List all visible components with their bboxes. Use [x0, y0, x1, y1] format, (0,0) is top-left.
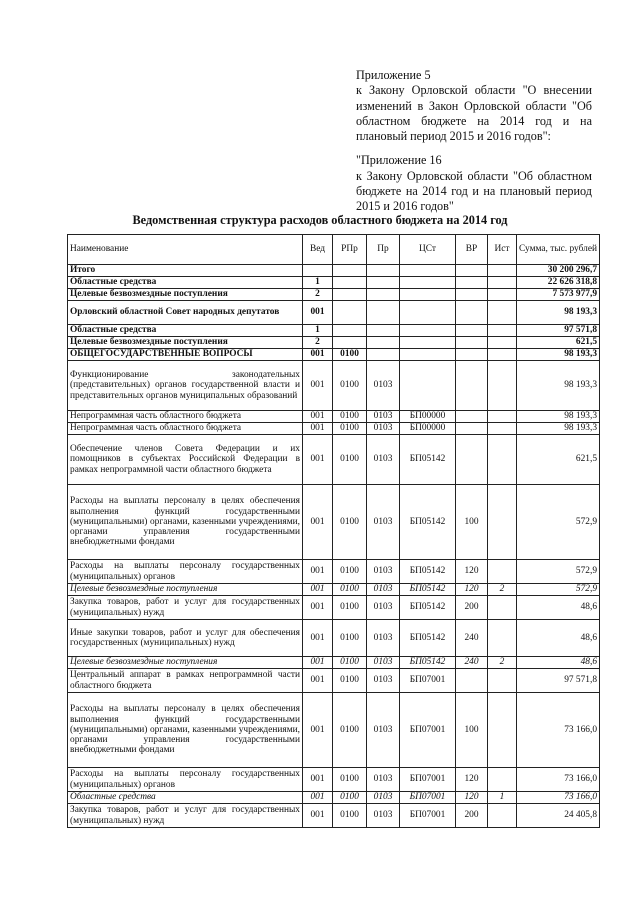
cell-rpr: [333, 325, 367, 337]
cell-pr: [367, 337, 400, 349]
table-row: [68, 265, 600, 277]
cell-rpr: 0100: [333, 620, 367, 657]
cell-name: Функционирование законодательных (представительных) органов государственной власти и представительных органов муниципальных образований: [68, 361, 303, 411]
cell-ist: [488, 560, 517, 584]
cell-name: Расходы на выплаты персоналу в целях обеспечения выполнения функций государственными (муниципальными) органами, казенными учреждениями, органами управления государственными внебюджетными фондами: [68, 485, 303, 560]
cell-pr: [367, 325, 400, 337]
cell-cst: [400, 277, 456, 289]
cell-ist: [488, 669, 517, 693]
cell-sum: 97 571,8: [517, 669, 600, 693]
cell-ved: 001: [303, 435, 333, 485]
cell-ist: [488, 301, 517, 325]
table-row: [68, 289, 600, 301]
header-ved: Вед: [303, 235, 333, 265]
cell-pr: 0103: [367, 423, 400, 435]
cell-cst: [400, 265, 456, 277]
cell-cst: [400, 337, 456, 349]
header-vr: ВР: [456, 235, 488, 265]
cell-pr: 0103: [367, 596, 400, 620]
cell-ved: [303, 265, 333, 277]
cell-cst: БП05142: [400, 435, 456, 485]
budget-table: [67, 234, 600, 828]
cell-cst: БП00000: [400, 411, 456, 423]
cell-ved: 001: [303, 423, 333, 435]
cell-sum: 97 571,8: [517, 325, 600, 337]
cell-sum: 98 193,3: [517, 349, 600, 361]
cell-sum: 98 193,3: [517, 361, 600, 411]
cell-rpr: 0100: [333, 596, 367, 620]
cell-cst: БП00000: [400, 423, 456, 435]
cell-cst: БП05142: [400, 584, 456, 596]
cell-ved: 001: [303, 584, 333, 596]
cell-rpr: 0100: [333, 657, 367, 669]
table-row: [68, 669, 600, 693]
cell-ist: [488, 277, 517, 289]
cell-rpr: 0100: [333, 435, 367, 485]
cell-vr: [456, 301, 488, 325]
cell-name: Расходы на выплаты персоналу государственных (муниципальных) органов: [68, 560, 303, 584]
cell-ist: [488, 361, 517, 411]
table-row: [68, 768, 600, 792]
table-row: [68, 560, 600, 584]
table-row: [68, 584, 600, 596]
cell-ved: 001: [303, 669, 333, 693]
cell-pr: 0103: [367, 560, 400, 584]
cell-ved: 001: [303, 804, 333, 828]
appendix-line-4: к Закону Орловской области "Об областном бюджете на 2014 год и на плановый период 2015 и 2016 годов": [356, 168, 592, 214]
cell-ved: 001: [303, 596, 333, 620]
cell-name: Непрограммная часть областного бюджета: [68, 411, 303, 423]
header-name: Наименование: [68, 235, 303, 265]
table-row: [68, 361, 600, 411]
cell-rpr: 0100: [333, 768, 367, 792]
cell-cst: БП07001: [400, 804, 456, 828]
cell-sum: 572,9: [517, 560, 600, 584]
cell-sum: 22 626 318,8: [517, 277, 600, 289]
cell-cst: [400, 301, 456, 325]
cell-cst: [400, 325, 456, 337]
cell-cst: БП07001: [400, 792, 456, 804]
cell-sum: 572,9: [517, 584, 600, 596]
cell-cst: БП05142: [400, 657, 456, 669]
cell-vr: 100: [456, 693, 488, 768]
table-row: [68, 657, 600, 669]
cell-ist: 1: [488, 792, 517, 804]
cell-ved: 001: [303, 620, 333, 657]
cell-cst: [400, 289, 456, 301]
cell-ist: [488, 349, 517, 361]
cell-pr: 0103: [367, 804, 400, 828]
cell-ist: [488, 411, 517, 423]
cell-pr: 0103: [367, 485, 400, 560]
cell-cst: БП05142: [400, 596, 456, 620]
cell-name: Иные закупки товаров, работ и услуг для обеспечения государственных (муниципальных) нужд: [68, 620, 303, 657]
header-sum: Сумма, тыс. рублей: [517, 235, 600, 265]
cell-sum: 73 166,0: [517, 693, 600, 768]
cell-sum: 98 193,3: [517, 301, 600, 325]
cell-rpr: [333, 277, 367, 289]
cell-vr: 200: [456, 596, 488, 620]
appendix-header: [356, 68, 592, 215]
table-row: [68, 337, 600, 349]
cell-ist: [488, 289, 517, 301]
cell-pr: 0103: [367, 657, 400, 669]
cell-vr: 240: [456, 657, 488, 669]
table-row: [68, 325, 600, 337]
cell-ved: 001: [303, 693, 333, 768]
cell-ved: 2: [303, 289, 333, 301]
appendix-line-2: к Закону Орловской области "О внесении изменений в Закон Орловской области "Об областном бюджете на 2014 год и на плановый период 2015 и 2016 годов":: [356, 83, 592, 144]
cell-sum: 572,9: [517, 485, 600, 560]
cell-sum: 621,5: [517, 337, 600, 349]
cell-name: Непрограммная часть областного бюджета: [68, 423, 303, 435]
cell-vr: [456, 423, 488, 435]
cell-sum: 48,6: [517, 657, 600, 669]
cell-vr: [456, 265, 488, 277]
cell-ist: 2: [488, 657, 517, 669]
cell-ved: 001: [303, 485, 333, 560]
header-pr: Пр: [367, 235, 400, 265]
cell-pr: 0103: [367, 792, 400, 804]
cell-sum: 48,6: [517, 620, 600, 657]
cell-pr: 0103: [367, 411, 400, 423]
table-row: [68, 485, 600, 560]
cell-ved: 001: [303, 768, 333, 792]
cell-vr: 120: [456, 584, 488, 596]
cell-ved: 1: [303, 325, 333, 337]
cell-cst: БП05142: [400, 560, 456, 584]
cell-sum: 98 193,3: [517, 423, 600, 435]
table-row: [68, 435, 600, 485]
table-row: [68, 349, 600, 361]
cell-ved: 001: [303, 792, 333, 804]
cell-vr: 120: [456, 768, 488, 792]
cell-sum: 73 166,0: [517, 792, 600, 804]
cell-vr: [456, 325, 488, 337]
cell-vr: 120: [456, 560, 488, 584]
cell-vr: [456, 289, 488, 301]
cell-rpr: 0100: [333, 560, 367, 584]
cell-pr: [367, 349, 400, 361]
cell-ved: 1: [303, 277, 333, 289]
cell-sum: 7 573 977,9: [517, 289, 600, 301]
cell-name: ОБЩЕГОСУДАРСТВЕННЫЕ ВОПРОСЫ: [68, 349, 303, 361]
cell-rpr: 0100: [333, 669, 367, 693]
cell-rpr: 0100: [333, 792, 367, 804]
table-row: [68, 277, 600, 289]
table-header-row: [68, 235, 600, 265]
document-title: Ведомственная структура расходов областного бюджета на 2014 год: [132, 213, 508, 227]
cell-name: Расходы на выплаты персоналу в целях обеспечения выполнения функций государственными (муниципальными) органами, казенными учреждениями, органами управления государственными внебюджетными фондами: [68, 693, 303, 768]
cell-pr: 0103: [367, 361, 400, 411]
cell-rpr: 0100: [333, 349, 367, 361]
cell-ist: [488, 265, 517, 277]
appendix-line-1: Приложение 5: [356, 68, 431, 82]
cell-vr: 100: [456, 485, 488, 560]
cell-cst: [400, 349, 456, 361]
cell-pr: [367, 265, 400, 277]
table-row: [68, 301, 600, 325]
cell-sum: 24 405,8: [517, 804, 600, 828]
cell-rpr: [333, 337, 367, 349]
cell-name: Обеспечение членов Совета Федерации и их помощников в субъектах Российской Федерации в рамках непрограммной части областного бюджета: [68, 435, 303, 485]
cell-ist: [488, 693, 517, 768]
table-row: [68, 596, 600, 620]
cell-sum: 73 166,0: [517, 768, 600, 792]
cell-ved: 001: [303, 361, 333, 411]
table-row: [68, 792, 600, 804]
cell-pr: 0103: [367, 584, 400, 596]
cell-rpr: [333, 289, 367, 301]
cell-vr: 200: [456, 804, 488, 828]
cell-pr: 0103: [367, 768, 400, 792]
cell-sum: 621,5: [517, 435, 600, 485]
cell-sum: 30 200 296,7: [517, 265, 600, 277]
cell-ved: 001: [303, 560, 333, 584]
cell-ved: 001: [303, 411, 333, 423]
header-rpr: РПр: [333, 235, 367, 265]
cell-rpr: 0100: [333, 584, 367, 596]
cell-ved: 001: [303, 301, 333, 325]
cell-rpr: 0100: [333, 804, 367, 828]
cell-pr: 0103: [367, 435, 400, 485]
cell-ist: [488, 596, 517, 620]
cell-vr: [456, 349, 488, 361]
cell-vr: 120: [456, 792, 488, 804]
cell-ved: 001: [303, 657, 333, 669]
cell-rpr: [333, 301, 367, 325]
cell-cst: БП05142: [400, 620, 456, 657]
cell-ved: 2: [303, 337, 333, 349]
cell-ist: [488, 620, 517, 657]
cell-rpr: 0100: [333, 693, 367, 768]
cell-vr: [456, 435, 488, 485]
cell-name: Целевые безвозмездные поступления: [68, 337, 303, 349]
cell-cst: БП07001: [400, 669, 456, 693]
cell-vr: 240: [456, 620, 488, 657]
table-row: [68, 411, 600, 423]
cell-name: Целевые безвозмездные поступления: [68, 657, 303, 669]
cell-vr: [456, 337, 488, 349]
cell-pr: [367, 301, 400, 325]
cell-rpr: 0100: [333, 423, 367, 435]
cell-ved: 001: [303, 349, 333, 361]
cell-pr: 0103: [367, 693, 400, 768]
cell-name: Центральный аппарат в рамках непрограммной части областного бюджета: [68, 669, 303, 693]
cell-name: Областные средства: [68, 792, 303, 804]
cell-rpr: 0100: [333, 411, 367, 423]
cell-ist: [488, 768, 517, 792]
cell-sum: 98 193,3: [517, 411, 600, 423]
cell-rpr: 0100: [333, 485, 367, 560]
header-cst: ЦСт: [400, 235, 456, 265]
cell-cst: [400, 361, 456, 411]
cell-name: Областные средства: [68, 277, 303, 289]
cell-name: Итого: [68, 265, 303, 277]
cell-ist: [488, 423, 517, 435]
cell-cst: БП07001: [400, 693, 456, 768]
cell-name: Орловский областной Совет народных депутатов: [68, 301, 303, 325]
cell-name: Областные средства: [68, 325, 303, 337]
cell-name: Расходы на выплаты персоналу государственных (муниципальных) органов: [68, 768, 303, 792]
table-row: [68, 620, 600, 657]
cell-pr: [367, 277, 400, 289]
cell-ist: [488, 485, 517, 560]
cell-name: Закупка товаров, работ и услуг для государственных (муниципальных) нужд: [68, 804, 303, 828]
cell-vr: [456, 277, 488, 289]
cell-cst: БП07001: [400, 768, 456, 792]
cell-vr: [456, 669, 488, 693]
cell-vr: [456, 411, 488, 423]
cell-vr: [456, 361, 488, 411]
cell-ist: [488, 804, 517, 828]
cell-pr: 0103: [367, 669, 400, 693]
header-ist: Ист: [488, 235, 517, 265]
cell-name: Целевые безвозмездные поступления: [68, 289, 303, 301]
cell-name: Закупка товаров, работ и услуг для государственных (муниципальных) нужд: [68, 596, 303, 620]
table-row: [68, 693, 600, 768]
cell-pr: [367, 289, 400, 301]
cell-pr: 0103: [367, 620, 400, 657]
cell-name: Целевые безвозмездные поступления: [68, 584, 303, 596]
cell-sum: 48,6: [517, 596, 600, 620]
appendix-line-3: "Приложение 16: [356, 153, 442, 168]
cell-rpr: 0100: [333, 361, 367, 411]
table-row: [68, 423, 600, 435]
cell-ist: [488, 435, 517, 485]
table-row: [68, 804, 600, 828]
cell-ist: [488, 337, 517, 349]
cell-ist: 2: [488, 584, 517, 596]
cell-rpr: [333, 265, 367, 277]
cell-ist: [488, 325, 517, 337]
cell-cst: БП05142: [400, 485, 456, 560]
